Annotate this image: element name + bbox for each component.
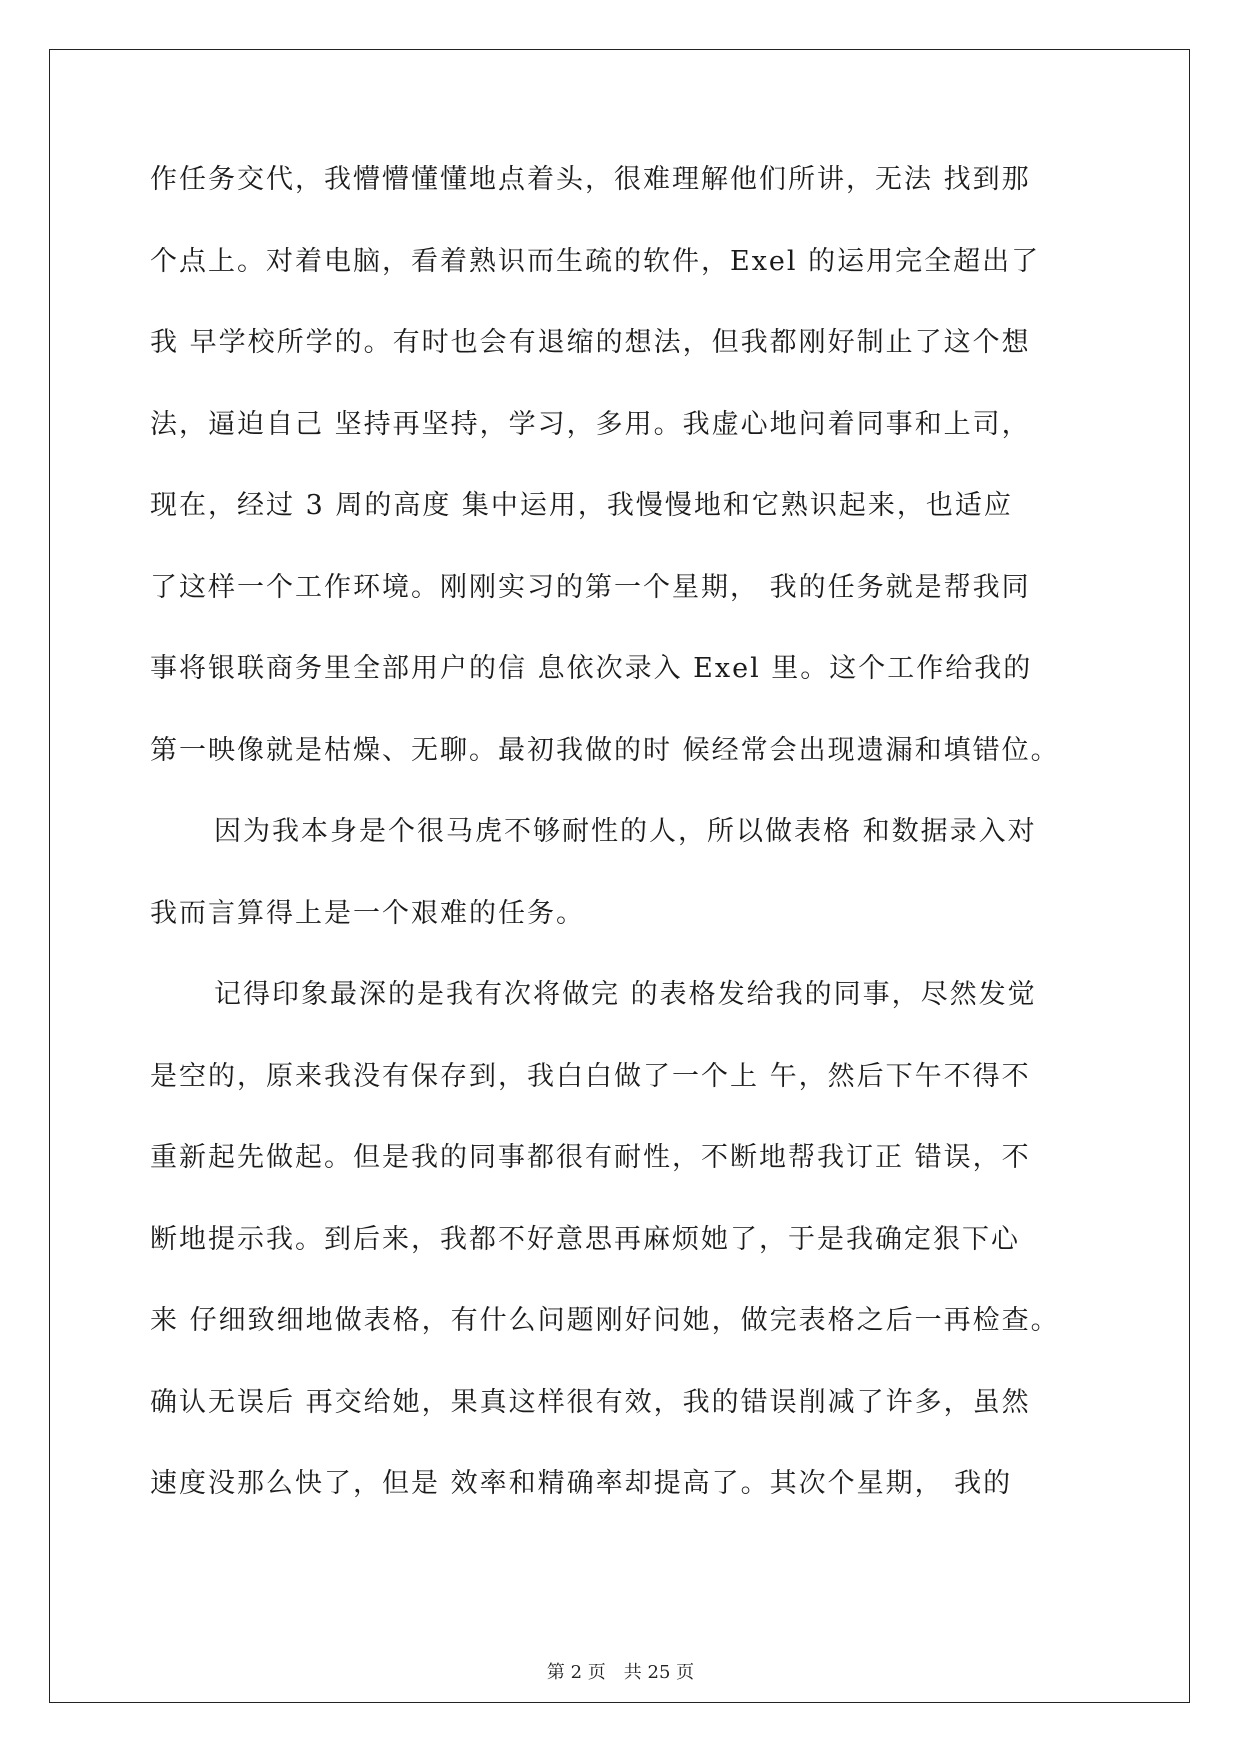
text-line: 是空的，原来我没有保存到，我白白做了一个上 午，然后下午不得不 [150, 1060, 1031, 1092]
text-line: 来 仔细致细地做表格，有什么问题刚好问她，做完表格之后一再检查。 [150, 1305, 1060, 1336]
text-line: 重新起先做起。但是我的同事都很有耐性，不断地帮我订正 错误，不 [150, 1142, 1031, 1173]
text-line: 因为我本身是个很马虎不够耐性的人，所以做表格 和数据录入对 [214, 816, 1037, 847]
text-line: 事将银联商务里全部用户的信 息依次录入 Exel 里。这个工作给我的 [150, 653, 1033, 684]
text-line: 法，逼迫自己 坚持再坚持，学习，多用。我虚心地问着同事和上司， [150, 408, 1031, 440]
text-line: 确认无误后 再交给她，果真这样很有效，我的错误削减了许多，虽然 [150, 1386, 1031, 1418]
text-line: 个点上。对着电脑，看着熟识而生疏的软件，Exel 的运用完全超出了 [150, 245, 1041, 277]
text-line: 作任务交代，我懵懵懂懂地点着头，很难理解他们所讲，无法 找到那 [150, 164, 1031, 195]
text-line: 了这样一个工作环境。刚刚实习的第一个星期， 我的任务就是帮我同 [150, 571, 1031, 603]
text-line: 现在，经过 3 周的高度 集中运用，我慢慢地和它熟识起来，也适应 [150, 490, 1013, 521]
text-line: 断地提示我。到后来，我都不好意思再麻烦她了，于是我确定狠下心 [150, 1223, 1020, 1255]
text-line: 记得印象最深的是我有次将做完 的表格发给我的同事，尽然发觉 [214, 979, 1037, 1010]
document-body [150, 160, 1090, 1546]
page-number-footer: 第 2 页 共 25 页 [546, 1662, 695, 1683]
text-line: 第一映像就是枯燥、无聊。最初我做的时 候经常会出现遗漏和填错位。 [150, 734, 1060, 766]
text-line: 速度没那么快了，但是 效率和精确率却提高了。其次个星期， 我的 [150, 1468, 1013, 1499]
text-line: 我而言算得上是一个艰难的任务。 [150, 897, 585, 929]
text-line: 我 早学校所学的。有时也会有退缩的想法，但我都刚好制止了这个想 [150, 327, 1031, 358]
